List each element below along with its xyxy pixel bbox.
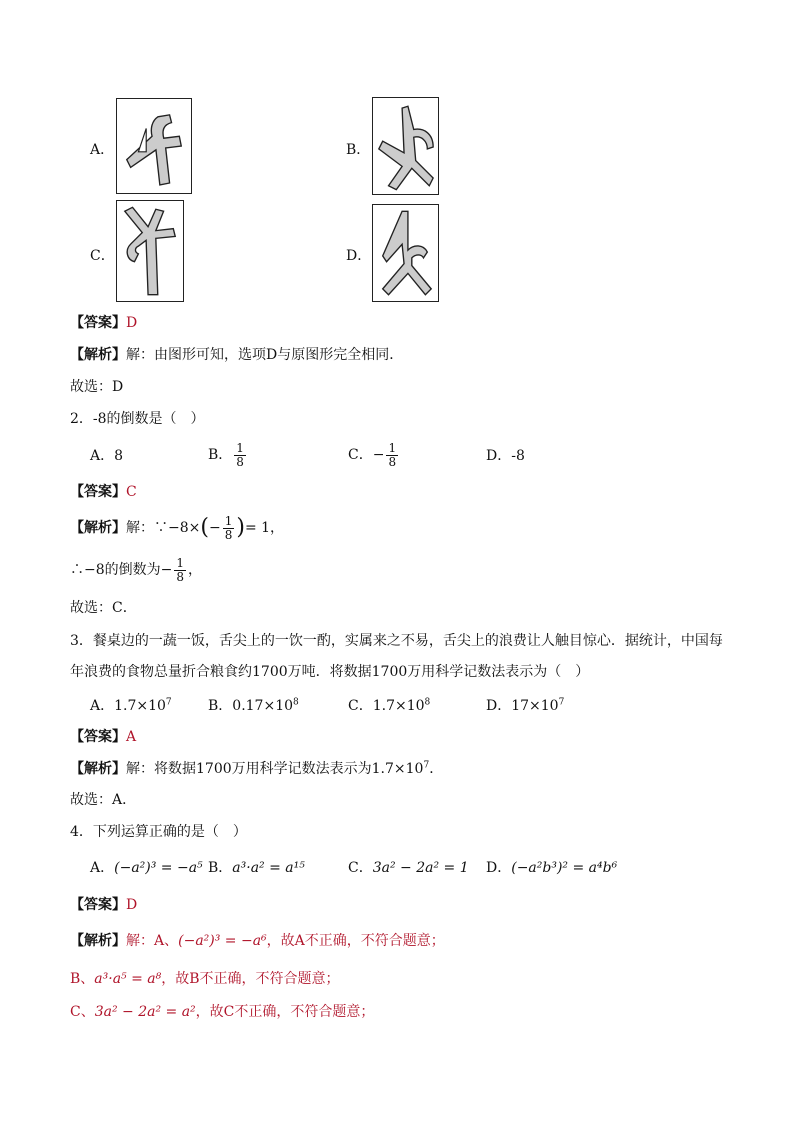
fraction-denominator: 8 <box>388 454 397 469</box>
option-text: C．1.7×10 <box>348 698 425 714</box>
analysis-tag: 【解析】 <box>70 520 126 536</box>
analysis-text: ，故C不正确，不符合题意； <box>195 1004 375 1020</box>
option-label: D． <box>486 860 512 876</box>
answer-tag: 【答案】 <box>70 897 126 913</box>
fraction <box>174 557 186 584</box>
math-expression: (−a²b³)² = a⁴b⁶ <box>511 860 618 876</box>
fraction-denominator: 8 <box>176 569 185 584</box>
q4-option-b <box>208 858 305 878</box>
q2-option-b <box>208 440 248 470</box>
left-paren: ( <box>200 515 209 540</box>
fraction <box>223 515 235 542</box>
analysis-text: 解：∵−8× <box>126 520 201 536</box>
analysis-tag: 【解析】 <box>70 347 126 363</box>
q1-option-a-label: A． <box>90 142 115 158</box>
q4-answer-line <box>70 895 137 915</box>
fraction-denominator: 8 <box>224 527 233 542</box>
math-expression: a³·a² = a¹⁵ <box>232 860 305 876</box>
glyph-shape-icon <box>373 205 438 301</box>
option-label: B． <box>208 447 233 463</box>
analysis-tag: 【解析】 <box>70 761 126 777</box>
exponent: 7 <box>423 760 430 771</box>
analysis-text: = 1， <box>244 520 285 536</box>
q4-stem: 4．下列运算正确的是（ ） <box>70 824 247 840</box>
option-label: B． <box>208 860 233 876</box>
option-label: C． <box>348 860 373 876</box>
q4-option-d <box>486 858 617 878</box>
q1-option-c-label: C． <box>90 248 115 264</box>
math-expression: a³·a⁵ = a⁸ <box>94 971 162 987</box>
q3-option-c <box>348 696 430 716</box>
q1-analysis-line <box>70 345 403 365</box>
q4-option-a <box>90 858 203 878</box>
q3-stem-line2: 年浪费的食物总量折合粮食约1700万吨．将数据1700万用科学记数法表示为（ ） <box>70 664 590 680</box>
q4-analysis-line-c <box>70 1002 374 1022</box>
answer-value: D <box>126 897 138 913</box>
answer-tag: 【答案】 <box>70 315 126 331</box>
exponent: 8 <box>293 697 299 708</box>
answer-value: C <box>126 484 137 500</box>
therefore-text: ∴−8的倒数为− <box>70 562 173 578</box>
q1-answer-line <box>70 313 137 333</box>
analysis-tag: 【解析】 <box>70 933 126 949</box>
exponent: 8 <box>424 697 431 708</box>
q2-option-a: A．8 <box>90 448 124 464</box>
q3-option-d <box>486 696 564 716</box>
q3-option-b <box>208 696 299 716</box>
answer-value: A <box>126 729 137 745</box>
q3-analysis-line <box>70 759 443 779</box>
exponent: 7 <box>558 697 565 708</box>
math-expression: 3a² − 2a² = a² <box>94 1004 196 1020</box>
exponent: 7 <box>165 697 172 708</box>
analysis-text: ，故A不正确，不符合题意； <box>266 933 445 949</box>
minus-sign: − <box>208 520 221 536</box>
q3-stem-line1: 3．餐桌边的一蔬一饭，舌尖上的一饮一酌，实属来之不易，舌尖上的浪费让人触目惊心．据统计，中国每 <box>70 633 723 649</box>
q1-option-b-figure[interactable] <box>372 97 439 195</box>
glyph-shape-icon <box>117 201 183 301</box>
analysis-text: 解：A、 <box>126 933 179 949</box>
q2-answer-line <box>70 482 137 502</box>
math-expression: (−a²)³ = −a⁶ <box>178 933 267 949</box>
glyph-shape-icon <box>373 98 438 194</box>
analysis-text: ，故B不正确，不符合题意； <box>161 971 340 987</box>
q1-option-a-figure[interactable] <box>116 98 192 194</box>
q1-option-c-figure[interactable] <box>116 200 184 302</box>
q2-option-d: D．-8 <box>486 448 525 464</box>
q2-conclusion: 故选：C． <box>70 600 137 616</box>
analysis-text: 解：将数据1700万用科学记数法表示为1.7×10 <box>126 761 424 777</box>
q1-option-d-label: D． <box>346 248 372 264</box>
math-expression: (−a²)³ = −a⁵ <box>114 860 203 876</box>
q4-analysis-line-b <box>70 969 340 989</box>
q4-option-c <box>348 858 469 878</box>
fraction-numerator: 1 <box>224 513 233 528</box>
fraction <box>234 442 246 469</box>
fraction-denominator: 8 <box>236 454 244 469</box>
therefore-text: ， <box>188 562 203 578</box>
analysis-text: B、 <box>70 971 95 987</box>
q1-option-b-label: B． <box>346 142 371 158</box>
fraction <box>386 442 398 469</box>
analysis-text: C、 <box>70 1004 95 1020</box>
q2-option-c <box>348 440 400 470</box>
fraction-numerator: 1 <box>236 440 244 455</box>
fraction-numerator: 1 <box>176 555 185 570</box>
math-expression: 3a² − 2a² = 1 <box>372 860 469 876</box>
q2-therefore-line <box>70 554 202 586</box>
fraction-numerator: 1 <box>388 440 397 455</box>
option-text: A．1.7×10 <box>90 698 166 714</box>
q2-stem: 2．-8的倒数是（ ） <box>70 411 205 427</box>
option-label: A． <box>90 860 115 876</box>
option-text: B．0.17×10 <box>208 698 294 714</box>
q2-analysis-line <box>70 512 284 544</box>
q1-option-d-figure[interactable] <box>372 204 439 302</box>
option-label: C．− <box>348 447 385 463</box>
glyph-shape-icon <box>117 99 191 193</box>
answer-tag: 【答案】 <box>70 729 126 745</box>
answer-tag: 【答案】 <box>70 484 126 500</box>
q3-option-a <box>90 696 172 716</box>
right-paren: ) <box>236 515 245 540</box>
analysis-text: 解：由图形可知，选项D与原图形完全相同． <box>126 347 404 363</box>
q4-analysis-line-a <box>70 931 445 951</box>
q3-conclusion: 故选：A． <box>70 792 137 808</box>
option-text: D．17×10 <box>486 698 559 714</box>
q3-answer-line <box>70 727 136 747</box>
q1-conclusion: 故选：D <box>70 379 124 395</box>
answer-value: D <box>126 315 138 331</box>
analysis-text: ． <box>429 761 444 777</box>
